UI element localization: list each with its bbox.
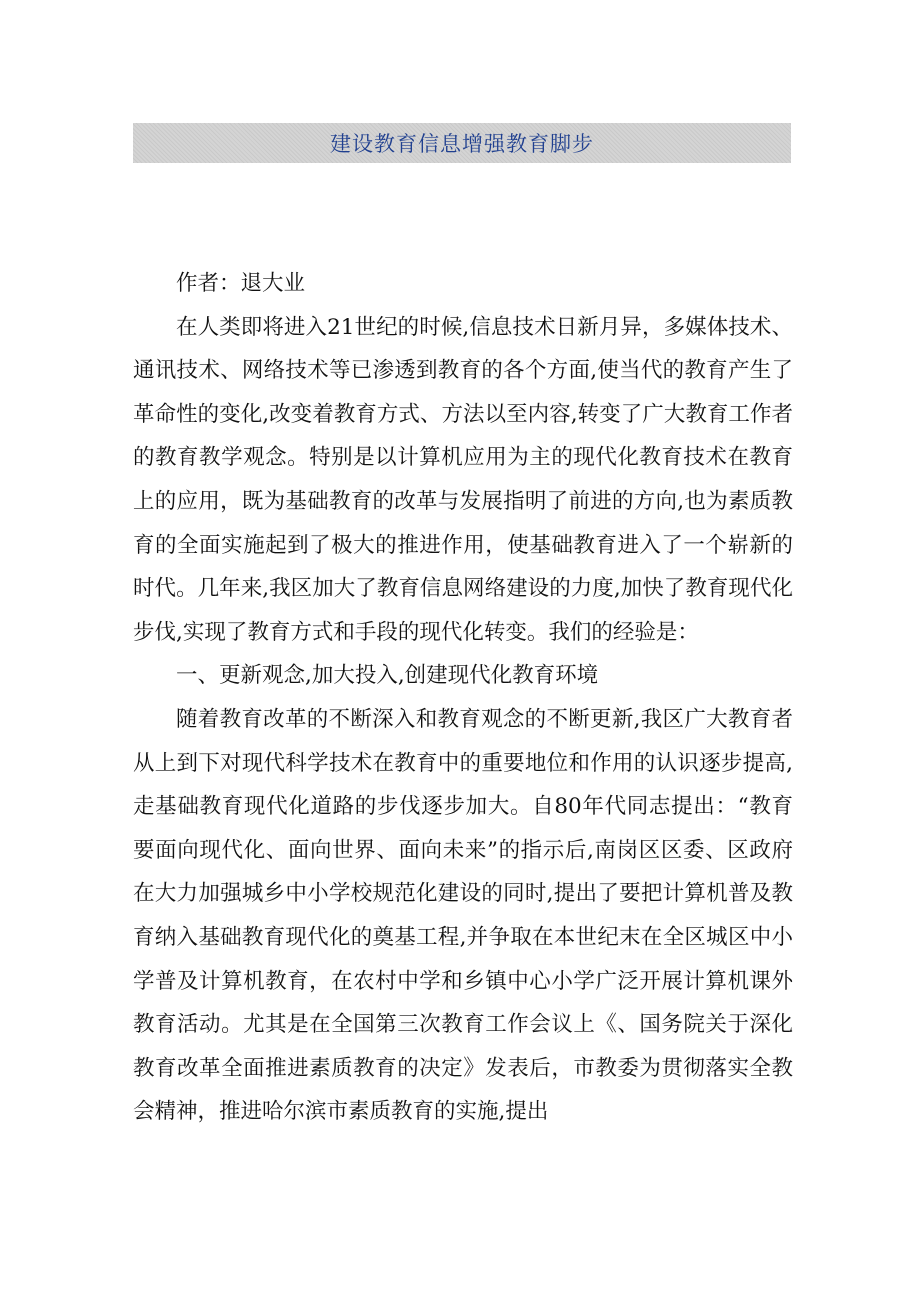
document-title: 建设教育信息增强教育脚步 — [330, 132, 594, 156]
author-line: 作者：退大业 — [176, 271, 306, 296]
paragraph-section-1: 随着教育改革的不断深入和教育观念的不断更新,我区广大教育者从上到下对现代科学技术在教育中的重要地位和作用的认识逐步提高,走基础教育现代化道路的步伐逐步加大。自80年代同志提出：“教育要面向现代化、面向世界、面向未来”的指示后,南岗区区委、区政府在大力加强城乡中小学校规范化建设的同时,提出了要把计算机普及教育纳入基础教育现代化的奠基工程,并争取在本世纪末在全区城区中小学普及计算机教育，在农村中学和乡镇中心小学广泛开展计算机课外教育活动。尤其是在全国第三次教育工作会议上《、国务院关于深化教育改革全面推进素质教育的决定》发表后，市教委为贯彻落实全教会精神，推进哈尔滨市素质教育的实施,提出 — [133, 706, 793, 1125]
document-body — [133, 262, 793, 1134]
section-heading: 一、更新观念,加大投入,创建现代化教育环境 — [176, 663, 599, 689]
title-banner — [133, 123, 791, 163]
paragraph-intro: 在人类即将进入21世纪的时候,信息技术日新月异，多媒体技术、通讯技术、网络技术等已渗透到教育的各个方面,使当代的教育产生了革命性的变化,改变着教育方式、方法以至内容,转变了广大教育工作者的教育教学观念。特别是以计算机应用为主的现代化教育技术在教育上的应用，既为基础教育的改革与发展指明了前进的方向,也为素质教育的全面实施起到了极大的推进作用，使基础教育进入了一个崭新的时代。几年来,我区加大了教育信息网络建设的力度,加快了教育现代化步伐,实现了教育方式和手段的现代化转变。我们的经验是： — [133, 314, 793, 645]
